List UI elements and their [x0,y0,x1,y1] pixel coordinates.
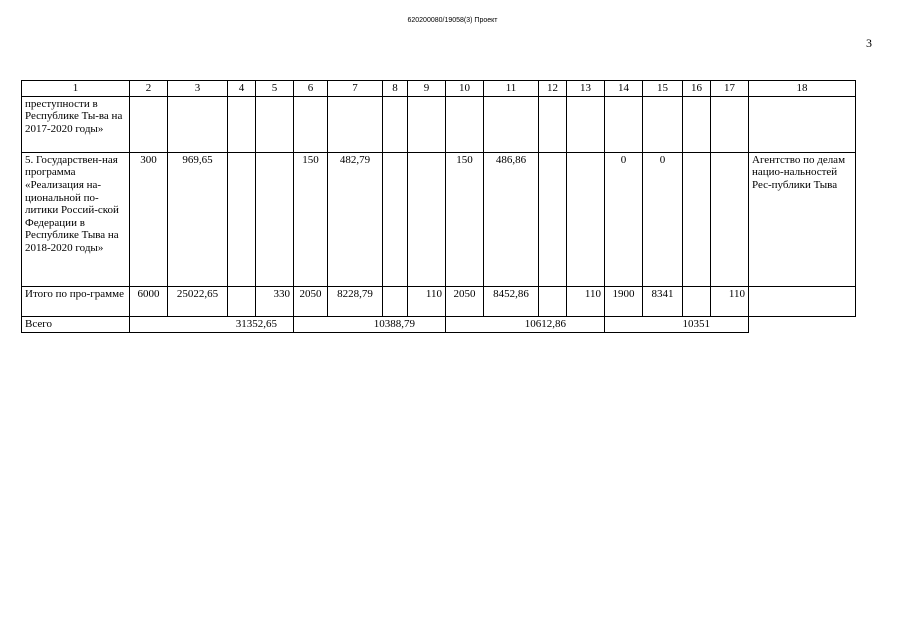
value-cell: 6000 [130,286,168,316]
col-header: 2 [130,81,168,97]
col-header: 7 [328,81,383,97]
col-header: 18 [749,81,856,97]
page-number: 3 [866,36,872,50]
col-header: 11 [484,81,539,97]
value-cell: 482,79 [328,152,383,286]
value-cell: 110 [408,286,446,316]
sum-cell: 10388,79 [294,316,446,332]
value-cell: 2050 [446,286,484,316]
col-header: 15 [643,81,683,97]
col-header: 5 [256,81,294,97]
sum-cell: 10612,86 [446,316,605,332]
col-header: 10 [446,81,484,97]
document-header: 620200080/19058(3) Проект [407,17,498,24]
col-header: 12 [539,81,567,97]
responsible-cell: Агентство по делам нацио-нальностей Рес-публики Тыва [749,152,856,286]
table-header-row [22,81,856,97]
value-cell: 969,65 [168,152,228,286]
table-row [22,286,856,316]
col-header: 3 [168,81,228,97]
budget-table [21,80,856,333]
row-name-cell: Итого по про-грамме [22,286,130,316]
row-name-cell: преступности в Республике Ты-ва на 2017-2020 годы» [22,96,130,152]
sum-cell: 31352,65 [130,316,294,332]
table-row-grand-total [22,316,856,332]
row-name-cell: Всего [22,316,130,332]
row-name-cell: 5. Государствен-ная программа «Реализация на-циональной по-литики Россий-ской Федерации в Республике Тыва на 2018-2020 годы» [22,152,130,286]
col-header: 8 [383,81,408,97]
table-row [22,96,856,152]
col-header: 17 [711,81,749,97]
value-cell: 110 [711,286,749,316]
value-cell: 25022,65 [168,286,228,316]
table-row [22,152,856,286]
value-cell: 2050 [294,286,328,316]
value-cell: 150 [294,152,328,286]
col-header: 4 [228,81,256,97]
col-header: 6 [294,81,328,97]
col-header: 1 [22,81,130,97]
value-cell: 8452,86 [484,286,539,316]
value-cell: 8341 [643,286,683,316]
sum-cell: 10351 [605,316,749,332]
value-cell: 150 [446,152,484,286]
col-header: 14 [605,81,643,97]
value-cell: 330 [256,286,294,316]
value-cell: 8228,79 [328,286,383,316]
col-header: 16 [683,81,711,97]
value-cell: 486,86 [484,152,539,286]
value-cell: 0 [605,152,643,286]
value-cell: 1900 [605,286,643,316]
col-header: 13 [567,81,605,97]
value-cell: 300 [130,152,168,286]
col-header: 9 [408,81,446,97]
value-cell: 110 [567,286,605,316]
value-cell: 0 [643,152,683,286]
